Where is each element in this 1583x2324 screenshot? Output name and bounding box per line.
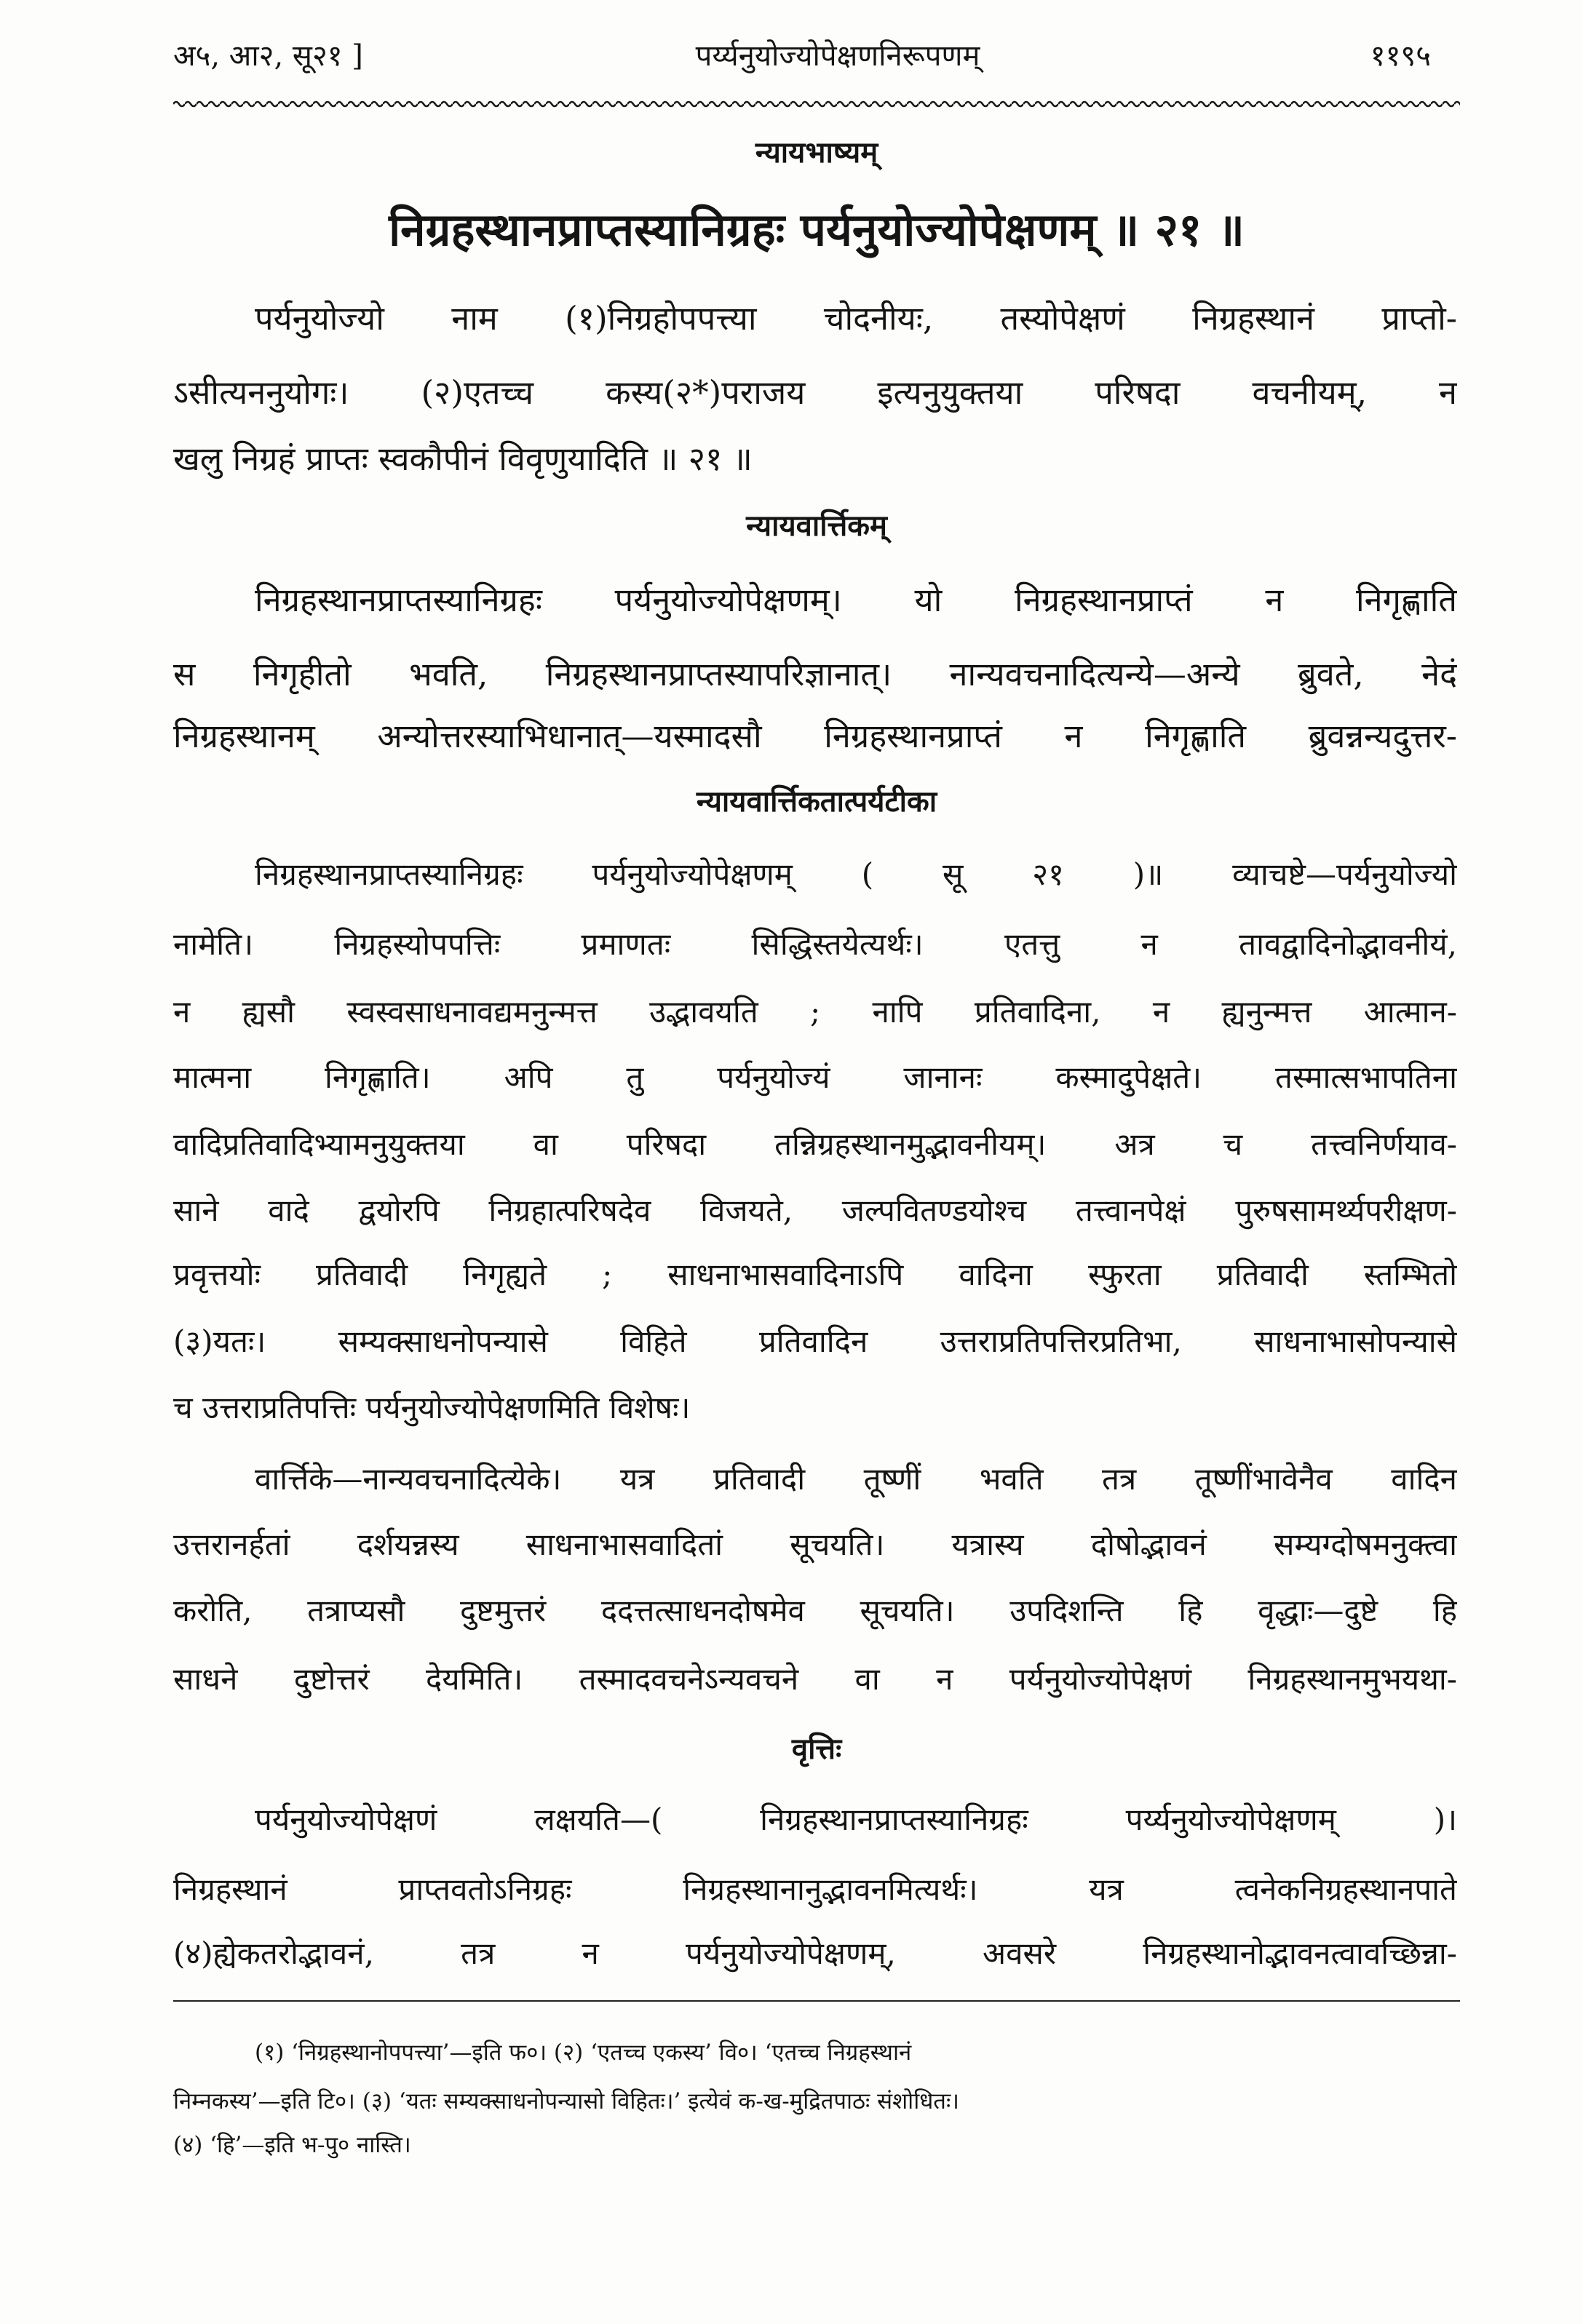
page-number: ११९५ <box>1370 39 1431 73</box>
tika-line: च उत्तराप्रतिपत्तिः पर्यनुयोज्योपेक्षणमिति विशेषः। <box>173 1390 691 1425</box>
tika-line: उत्तरानर्हतां दर्शयन्नस्य साधनाभासवादितां सूचयति। यत्रास्य दोषोद्भावनं सम्यग्दोषमनुक्त्वा <box>173 1527 1457 1562</box>
tika-line: न ह्यसौ स्वस्वसाधनावद्यमनुन्मत्त उद्भावयति ; नापि प्रतिवादिना, न ह्यनुन्मत्त आत्मान- <box>173 994 1457 1030</box>
vritti-line: निग्रहस्थानं प्राप्तवतोऽनिग्रहः निग्रहस्थानानुद्भावनमित्यर्थः। यत्र त्वनेकनिग्रहस्थानपाते <box>173 1871 1457 1907</box>
tika-line: साने वादे द्वयोरपि निग्रहात्परिषदेव विजयते, जल्पवितण्डयोश्च तत्त्वानपेक्षं पुरुषसामर्थ्यपरीक्षण- <box>173 1193 1457 1228</box>
tika-line: मात्मना निगृह्णाति। अपि तु पर्यनुयोज्यं जानानः कस्मादुपेक्षते। तस्मात्सभापतिना <box>173 1059 1457 1095</box>
bhashya-line: पर्यनुयोज्यो नाम (१)निग्रहोपपत्त्या चोदनीयः, तस्योपेक्षणं निग्रहस्थानं प्राप्तो- <box>255 299 1457 338</box>
running-header-title: पर्य्यनुयोज्योपेक्षणनिरूपणम् <box>695 39 980 73</box>
vritti-line: पर्यनुयोज्योपेक्षणं लक्षयति—( निग्रहस्थानप्राप्तस्यानिग्रहः पर्य्यनुयोज्योपेक्षणम् )। <box>255 1802 1457 1837</box>
running-header-section-ref: अ५, आ२, सू२१ ] <box>173 39 363 73</box>
sutra-text: निग्रहस्थानप्राप्तस्यानिग्रहः पर्यनुयोज्योपेक्षणम् ॥ २१ ॥ <box>389 203 1245 256</box>
section-heading-tatparya-tika: न्यायवार्त्तिकतात्पर्यटीका <box>696 784 937 819</box>
varttika-line: स निगृहीतो भवति, निग्रहस्थानप्राप्तस्यापरिज्ञानात्। नान्यवचनादित्यन्ये—अन्ये ब्रुवते, नेदं <box>173 655 1457 693</box>
tika-line: निग्रहस्थानप्राप्तस्यानिग्रहः पर्यनुयोज्योपेक्षणम् ( सू २१ )॥ व्याचष्टे—पर्यनुयोज्यो <box>255 856 1457 892</box>
tika-line: (३)यतः। सम्यक्साधनोपन्यासे विहिते प्रतिवादिन उत्तराप्रतिपत्तिरप्रतिभा, साधनाभासोपन्यासे <box>173 1324 1457 1359</box>
footnote-line: (४) ‘हि’—इति भ-पु० नास्ति। <box>173 2132 411 2158</box>
wavy-rule <box>173 99 1460 109</box>
footnote-line: निम्नकस्य’—इति टि०। (३) ‘यतः सम्यक्साधनोपन्यासो विहितः।’ इत्येवं क-ख-मुद्रितपाठः संशोधितः। <box>173 2088 959 2114</box>
footnote-line: (१) ‘निग्रहस्थानोपपत्त्या’—इति फ०। (२) ‘एतच्च एकस्य’ वि०। ‘एतच्च निग्रहस्थानं <box>255 2040 912 2066</box>
section-heading-nyaya-varttika: न्यायवार्त्तिकम् <box>746 509 887 543</box>
footnote-rule <box>173 2000 1460 2002</box>
vritti-line: (४)ह्येकतरोद्भावनं, तत्र न पर्यनुयोज्योपेक्षणम्, अवसरे निग्रहस्थानोद्भावनत्वावच्छिन्ना- <box>173 1935 1457 1971</box>
tika-line: करोति, तत्राप्यसौ दुष्टमुत्तरं ददत्तत्साधनदोषमेव सूचयति। उपदिशन्ति हि वृद्धाः—दुष्टे हि <box>173 1593 1457 1628</box>
varttika-line: निग्रहस्थानप्राप्तस्यानिग्रहः पर्यनुयोज्योपेक्षणम्। यो निग्रहस्थानप्राप्तं न निगृह्णाति <box>255 581 1457 619</box>
section-heading-nyaya-bhashya: न्यायभाष्यम् <box>755 135 878 170</box>
bhashya-line: खलु निग्रहं प्राप्तः स्वकौपीनं विवृणुयादिति ॥ २१ ॥ <box>173 439 753 478</box>
tika-line: नामेति। निग्रहस्योपपत्तिः प्रमाणतः सिद्धिस्तयेत्यर्थः। एतत्तु न तावद्वादिनोद्भावनीयं, <box>173 926 1457 962</box>
varttika-line: निग्रहस्थानम् अन्योत्तरस्याभिधानात्—यस्मादसौ निग्रहस्थानप्राप्तं न निगृह्णाति ब्रुवन्नन्यदुत्तर- <box>173 717 1457 755</box>
tika-line: प्रवृत्तयोः प्रतिवादी निगृह्यते ; साधनाभासवादिनाऽपि वादिना स्फुरता प्रतिवादी स्तम्भितो <box>173 1257 1457 1292</box>
section-heading-vritti: वृत्तिः <box>791 1732 842 1766</box>
tika-line: साधने दुष्टोत्तरं देयमिति। तस्मादवचनेऽन्यवचने वा न पर्यनुयोज्योपेक्षणं निग्रहस्थानमुभयथा- <box>173 1661 1457 1697</box>
tika-line: वार्त्तिके—नान्यवचनादित्येके। यत्र प्रतिवादी तूष्णीं भवति तत्र तूष्णींभावेनैव वादिन <box>255 1461 1457 1497</box>
bhashya-line: ऽसीत्यननुयोगः। (२)एतच्च कस्य(२*)पराजय इत्यनुयुक्तया परिषदा वचनीयम्, न <box>173 373 1457 412</box>
tika-line: वादिप्रतिवादिभ्यामनुयुक्तया वा परिषदा तन्निग्रहस्थानमुद्भावनीयम्। अत्र च तत्त्वनिर्णयाव- <box>173 1126 1457 1162</box>
